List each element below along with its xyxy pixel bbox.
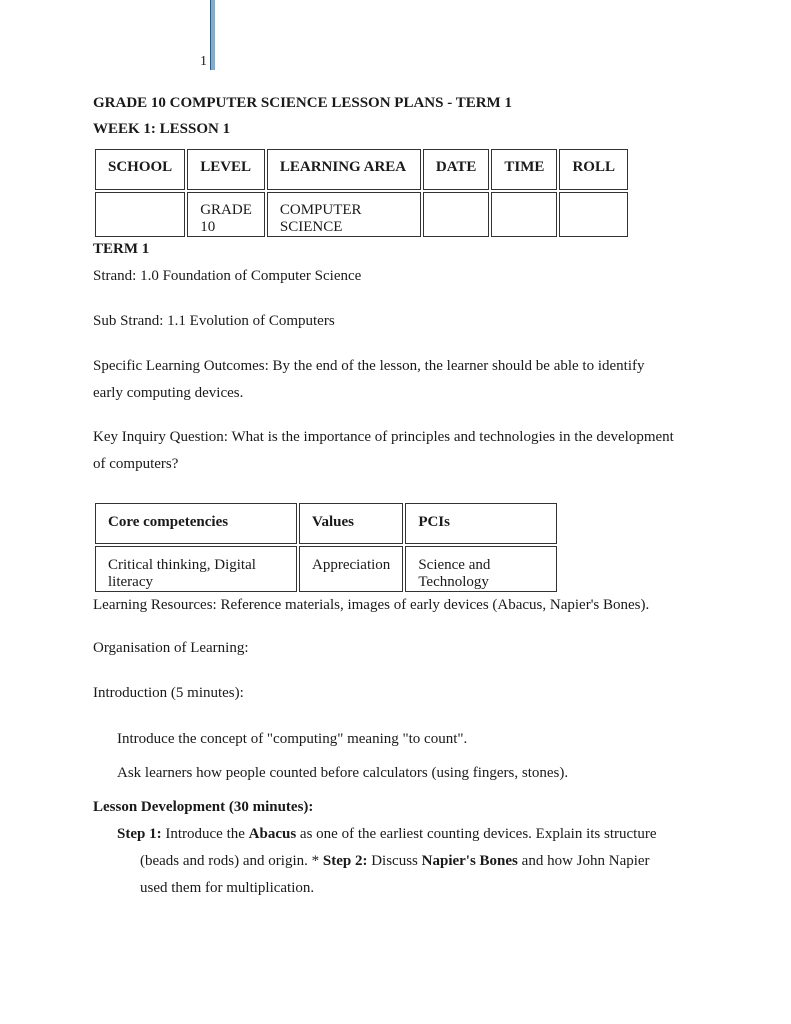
header-cell-learning-area: LEARNING AREA [267, 149, 421, 190]
header-cell-level: LEVEL [187, 149, 265, 190]
cell-date [423, 192, 490, 237]
cell-values: Appreciation [299, 546, 403, 592]
sub-strand-text: Sub Strand: 1.1 Evolution of Computers [93, 313, 335, 329]
organisation-heading: Organisation of Learning: [93, 640, 249, 656]
step-2-continuation: used them for multiplication. [140, 880, 315, 896]
header-cell-core-competencies: Core competencies [95, 503, 297, 544]
header-cell-school: SCHOOL [95, 149, 185, 190]
step-2-text-b: and how John Napier [517, 853, 650, 869]
cell-roll [559, 192, 628, 237]
list-item: Ask learners how people counted before calculators (using fingers, stones). [117, 765, 569, 781]
cell-pcis: Science and Technology [405, 546, 557, 592]
document-title: GRADE 10 COMPUTER SCIENCE LESSON PLANS - TERM 1 [93, 95, 512, 111]
learning-outcomes-line-1: Specific Learning Outcomes: By the end of the lesson, the learner should be able to identify [93, 358, 645, 374]
step-1-label: Step 1: [117, 826, 162, 842]
week-heading: WEEK 1: LESSON 1 [93, 121, 231, 137]
table-header-row [95, 503, 557, 544]
learning-outcomes-line-2: early computing devices. [93, 385, 244, 401]
step-1-text-b: as one of the earliest counting devices. Explain its structure [296, 826, 657, 842]
page-number: 1 [200, 54, 207, 69]
cell-time [491, 192, 557, 237]
cell-core-competencies: Critical thinking, Digital literacy [95, 546, 297, 592]
header-cell-pcis: PCIs [405, 503, 557, 544]
table-row [95, 192, 628, 237]
step-2-label: Step 2: [322, 853, 368, 869]
inquiry-question-line-2: of computers? [93, 456, 179, 472]
cell-learning-area: COMPUTER SCIENCE [267, 192, 421, 237]
table-header-row [95, 149, 628, 190]
lesson-info-table [93, 147, 630, 239]
cell-school [95, 192, 185, 237]
learning-resources-text: Learning Resources: Reference materials, images of early devices (Abacus, Napier's Bones). [93, 597, 650, 613]
header-cell-values: Values [299, 503, 403, 544]
term-heading: TERM 1 [93, 241, 150, 257]
napiers-bones-term: Napier's Bones [421, 853, 518, 869]
step-1-line [117, 826, 656, 843]
table-row [95, 546, 557, 592]
step-2-line [140, 853, 650, 870]
header-cell-date: DATE [423, 149, 490, 190]
header-accent-bar [210, 0, 215, 70]
header-cell-roll: ROLL [559, 149, 628, 190]
step-1-text-a: Introduce the [161, 826, 249, 842]
strand-text: Strand: 1.0 Foundation of Computer Science [93, 268, 362, 284]
competencies-table [93, 501, 559, 594]
introduction-heading: Introduction (5 minutes): [93, 685, 244, 701]
lesson-development-heading: Lesson Development (30 minutes): [93, 799, 314, 815]
step-2-text-a: Discuss [367, 853, 422, 869]
cell-level: GRADE 10 [187, 192, 265, 237]
abacus-term: Abacus [248, 826, 297, 842]
header-cell-time: TIME [491, 149, 557, 190]
list-item: Introduce the concept of "computing" meaning "to count". [117, 731, 468, 747]
inquiry-question-line-1: Key Inquiry Question: What is the importance of principles and technologies in the development [93, 429, 674, 445]
step-1-continuation: (beads and rods) and origin. * [140, 853, 323, 869]
